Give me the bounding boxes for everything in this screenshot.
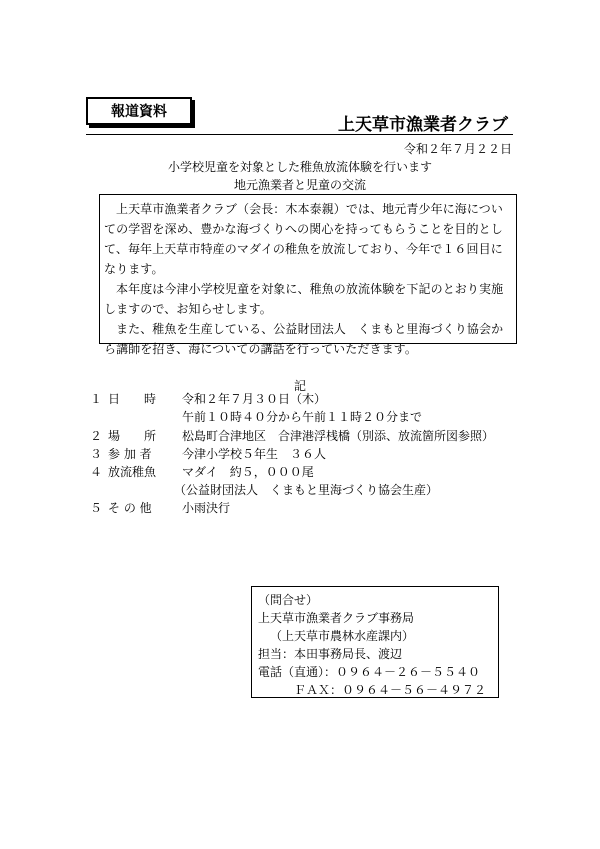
detail-value: 小雨決行 bbox=[182, 501, 231, 515]
release-date: 令和２年７月２２日 bbox=[403, 142, 512, 156]
detail-number: ２ bbox=[90, 429, 103, 443]
document-subtitle: 地元漁業者と児童の交流 bbox=[233, 178, 366, 192]
organization-name: 上天草市漁業者クラブ bbox=[338, 115, 508, 135]
contact-phone: 電話（直通）：０９６４－２６－５５４０ bbox=[258, 665, 481, 679]
contact-fax: ＦＡＸ：０９６４－５６－４９７２ bbox=[294, 683, 487, 697]
detail-label: 日 時 bbox=[108, 392, 157, 406]
detail-value: 令和２年７月３０日（木） bbox=[182, 392, 327, 406]
summary-box bbox=[99, 194, 517, 356]
summary-paragraph: 上天草市漁業者クラブ（会長：木本泰親）では、地元青少年に海についての学習を深め、豊かな海づくりへの関心を持ってもらうことを目的として、毎年上天草市特産のマダイの稚魚を放流しており、今年で１６回目になります。 bbox=[104, 202, 503, 276]
detail-number: ３ bbox=[90, 447, 103, 461]
contact-heading: （問合せ） bbox=[258, 593, 319, 607]
contact-department: （上天草市農林水産課内） bbox=[270, 629, 415, 643]
summary-paragraph: 本年度は今津小学校児童を対象に、稚魚の放流体験を下記のとおり実施しますので、お知らせします。 bbox=[104, 282, 504, 316]
record-mark: 記 bbox=[293, 379, 306, 393]
detail-label: 放流稚魚 bbox=[108, 465, 157, 479]
detail-number: ４ bbox=[90, 465, 103, 479]
detail-value: 松島町合津地区 合津港浮桟橋（別添、放流箇所図参照） bbox=[182, 429, 495, 443]
detail-value: 午前１０時４０分から午前１１時２０分まで bbox=[182, 410, 423, 424]
contact-box bbox=[251, 586, 499, 698]
detail-number: ５ bbox=[90, 501, 103, 515]
detail-label: そ の 他 bbox=[108, 501, 152, 515]
summary-paragraph: また、稚魚を生産している、公益財団法人 くまもと里海づくり協会から講師を招き、海についての講話を行っていただきます。 bbox=[104, 322, 504, 356]
detail-label: 場 所 bbox=[108, 429, 157, 443]
contact-office: 上天草市漁業者クラブ事務局 bbox=[258, 611, 415, 625]
contact-person: 担当：本田事務局長、渡辺 bbox=[258, 647, 403, 661]
header-divider bbox=[86, 134, 513, 135]
detail-value: マダイ 約５，０００尾 bbox=[182, 465, 314, 479]
press-release-label-text: 報道資料 bbox=[111, 104, 167, 120]
detail-value: 今津小学校５年生 ３６人 bbox=[182, 447, 327, 461]
detail-number: １ bbox=[90, 392, 103, 406]
document-title: 小学校児童を対象とした稚魚放流体験を行います bbox=[167, 160, 432, 174]
press-release-label bbox=[86, 97, 192, 125]
detail-value: （公益財団法人 くまもと里海づくり協会生産） bbox=[174, 483, 439, 497]
detail-label: 参 加 者 bbox=[108, 447, 152, 461]
